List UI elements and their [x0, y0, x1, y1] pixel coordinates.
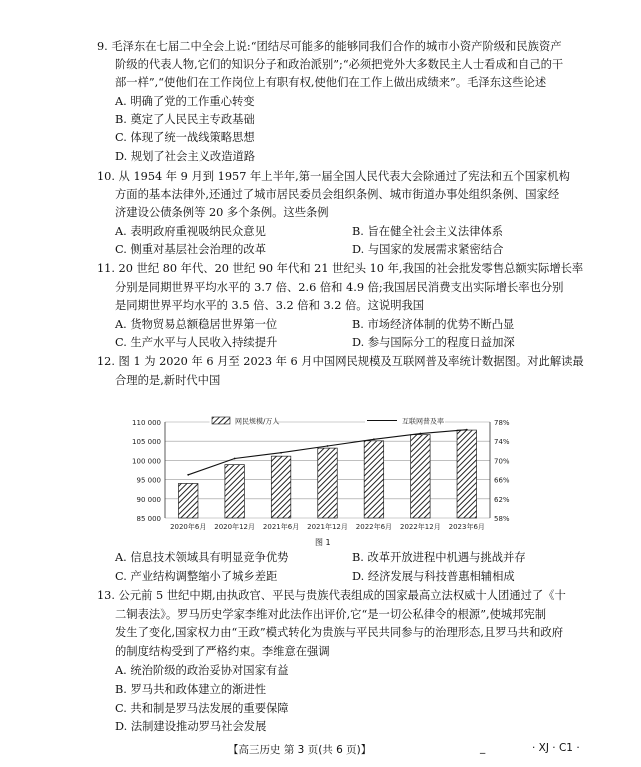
figure-caption: 图 1: [315, 538, 331, 547]
q11-stem-line-1: 11. 20 世纪 80 年代、20 世纪 90 年代和 21 世纪头 10 年,我国的社会批发零售总额实际增长率: [97, 262, 584, 275]
footer-code: · XJ · C1 ·: [532, 742, 580, 754]
q12-stem-line-2: 合理的是,新时代中国: [115, 374, 221, 387]
q10-option-c[interactable]: C. 侧重对基层社会治理的改革: [115, 243, 266, 256]
q12-option-b[interactable]: B. 改革开放进程中机遇与挑战并存: [352, 551, 526, 564]
y-right-tick-label: 58%: [494, 515, 510, 523]
q13-option-d[interactable]: D. 法制建设推动罗马社会发展: [115, 720, 267, 733]
q12-option-d[interactable]: D. 经济发展与科技普惠相辅相成: [352, 570, 515, 583]
q9-option-a[interactable]: A. 明确了党的工作重心转变: [115, 95, 255, 108]
q11-option-d[interactable]: D. 参与国际分工的程度日益加深: [352, 336, 515, 349]
q10-stem-line-2: 方面的基本法律外,还通过了城市居民委员会组织条例、城市街道办事处组织条例、国家经: [115, 188, 560, 201]
line-point: [280, 452, 282, 454]
y-left-tick-label: 110 000: [132, 419, 161, 427]
q12-option-a[interactable]: A. 信息技术领域具有明显竞争优势: [115, 551, 289, 564]
line-point: [419, 433, 421, 435]
q10-option-d[interactable]: D. 与国家的发展需求紧密结合: [352, 243, 504, 256]
q9-stem-line-1: 9. 毛泽东在七届二中全会上说:“团结尽可能多的能够同我们合作的城市小资产阶级和民族资产: [97, 40, 562, 53]
y-right-tick-label: 66%: [494, 476, 510, 485]
y-left-tick-label: 95 000: [136, 476, 161, 485]
y-left-tick-label: 100 000: [132, 457, 161, 466]
q13-option-c[interactable]: C. 共和制是罗马法发展的重要保障: [115, 702, 289, 715]
bar-internet-users: [178, 483, 198, 518]
x-tick-label: 2023年6月: [448, 523, 485, 531]
y-right-tick-label: 70%: [494, 457, 510, 466]
legend-swatch-bar: [212, 417, 230, 424]
y-right-tick-label: 62%: [494, 495, 510, 504]
q13-stem-line-3: 发生了变化,国家权力由“王政”模式转化为贵族与平民共同参与的治理形态,且罗马共和政府: [115, 626, 564, 639]
q10-option-b[interactable]: B. 旨在健全社会主义法律体系: [352, 225, 504, 238]
bar-internet-users: [364, 441, 384, 518]
line-point: [187, 474, 189, 476]
y-right-tick-label: 78%: [494, 419, 510, 427]
bar-internet-users: [318, 448, 338, 518]
q11-stem-line-3: 是同期世界平均水平的 3.5 倍、3.2 倍和 3.2 倍。这说明我国: [115, 299, 425, 312]
x-tick-label: 2021年12月: [307, 523, 348, 531]
y-left-tick-label: 105 000: [132, 438, 161, 447]
q9-option-c[interactable]: C. 体现了统一战线策略思想: [115, 131, 255, 144]
footer-page-info: 【高三历史 第 3 页(共 6 页)】: [228, 744, 372, 756]
line-point: [234, 458, 236, 460]
x-tick-label: 2022年6月: [355, 523, 393, 531]
q12-option-c[interactable]: C. 产业结构调整缩小了城乡差距: [115, 570, 278, 583]
x-tick-label: 2021年6月: [262, 523, 300, 531]
q9-stem-line-2: 阶级的代表人物,它们的知识分子和政治派别”;“必须把党外大多数民主人士看成和自己的干: [115, 58, 564, 71]
bar-internet-users: [271, 456, 291, 518]
q11-option-c[interactable]: C. 生产水平与人民收入持续提升: [115, 336, 278, 349]
x-tick-label: 2022年12月: [399, 523, 441, 531]
x-tick-label: 2020年6月: [170, 523, 207, 531]
internet-users-chart: [120, 414, 530, 534]
x-tick-label: 2020年12月: [214, 523, 256, 531]
footer-dash: _: [480, 742, 486, 754]
bar-internet-users: [457, 430, 477, 518]
q10-stem-line-1: 10. 从 1954 年 9 月到 1957 年上半年,第一届全国人民代表大会除通过了宪法和五个国家机构: [97, 170, 570, 183]
line-point: [373, 438, 375, 440]
line-point: [466, 429, 468, 431]
q11-option-b[interactable]: B. 市场经济体制的优势不断凸显: [352, 318, 515, 331]
y-left-tick-label: 90 000: [136, 495, 161, 504]
q11-stem-line-2: 分别是同期世界平均水平的 3.7 倍、2.6 倍和 4.9 倍;我国居民消费支出实际增长率也分别: [115, 281, 564, 294]
q13-stem-line-1: 13. 公元前 5 世纪中期,由执政官、平民与贵族代表组成的国家最高立法权威十人团通过了《十: [97, 589, 566, 602]
q13-option-b[interactable]: B. 罗马共和政体建立的渐进性: [115, 683, 267, 696]
q10-stem-line-3: 济建设公债条例等 20 多个条例。这些条例: [115, 206, 329, 219]
legend-label-line: 互联网普及率: [402, 417, 444, 426]
q12-stem-line-1: 12. 图 1 为 2020 年 6 月至 2023 年 6 月中国网民规模及互联网普及率统计数据图。对此解读最: [97, 355, 584, 368]
legend-label-bar: 网民规模/万人: [235, 417, 280, 426]
q9-option-d[interactable]: D. 规划了社会主义改造道路: [115, 150, 256, 163]
q9-option-b[interactable]: B. 奠定了人民民主专政基础: [115, 113, 255, 126]
q11-option-a[interactable]: A. 货物贸易总额稳居世界第一位: [115, 318, 278, 331]
line-point: [327, 445, 329, 447]
q13-option-a[interactable]: A. 统治阶级的政治妥协对国家有益: [115, 664, 289, 677]
y-left-tick-label: 85 000: [136, 515, 161, 523]
q10-option-a[interactable]: A. 表明政府重视吸纳民众意见: [115, 225, 266, 238]
q13-stem-line-4: 的制度结构受到了严格约束。李维意在强调: [115, 645, 330, 658]
q13-stem-line-2: 二铜表法》。罗马历史学家李维对此法作出评价,它“是一切公私律令的根源”,使城邦宪制: [115, 608, 547, 621]
bar-internet-users: [225, 465, 245, 518]
bar-internet-users: [411, 435, 431, 518]
chart-svg: [120, 414, 530, 534]
y-right-tick-label: 74%: [494, 438, 510, 447]
q9-stem-line-3: 部一样”,“使他们在工作岗位上有职有权,使他们在工作上做出成绩来”。毛泽东这些论述: [115, 76, 547, 89]
